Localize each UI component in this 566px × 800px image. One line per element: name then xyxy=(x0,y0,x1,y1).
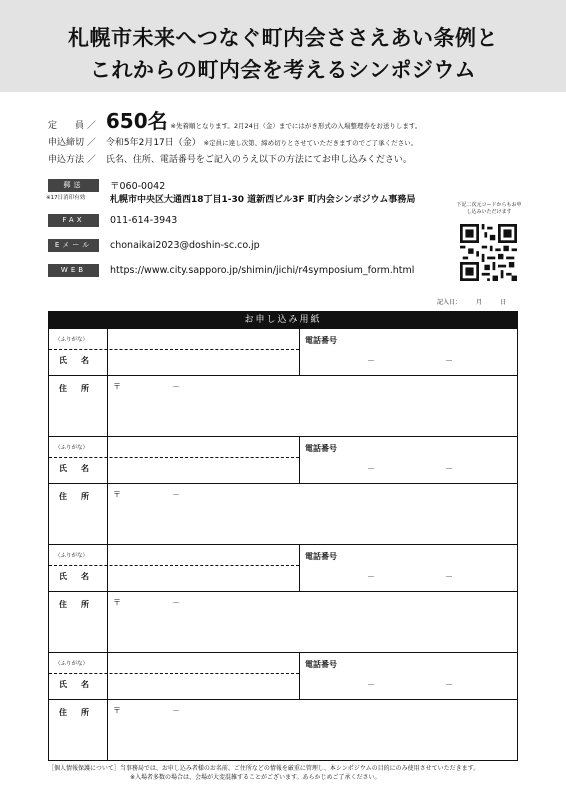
form-title: お申し込み用紙 xyxy=(49,312,517,328)
form-entry xyxy=(49,436,517,544)
form-entry xyxy=(49,652,517,760)
name-label: 氏名 xyxy=(59,356,103,365)
method-row xyxy=(48,152,412,165)
postal-mark: 〒 xyxy=(113,706,121,715)
privacy-line-1: ［個人情報保護について］当事務局では、お申し込み者様のお名前、ご住所などの情報を厳重に管理し、本シンポジウムの目的にのみ使用させていただきます。 xyxy=(48,765,480,772)
web-tag: WEB xyxy=(48,264,99,277)
privacy-footer xyxy=(48,764,528,782)
fax-tag: FAX xyxy=(48,214,99,227)
tel-dash: － xyxy=(367,464,375,473)
method-label: 申込方法 ／ xyxy=(48,155,96,165)
mail-postal: 〒060-0042 xyxy=(110,181,166,192)
address-label: 住所 xyxy=(59,384,103,393)
tel-label: 電話番号 xyxy=(305,444,337,453)
deadline-note: ※定員に達し次第、締め切りとさせていただきますのでご了承ください。 xyxy=(203,139,418,147)
furigana-label: （ふりがな） xyxy=(55,445,89,451)
postal-mark: 〒 xyxy=(113,490,121,499)
tel-dash: － xyxy=(445,356,453,365)
address-label: 住所 xyxy=(59,492,103,501)
tel-label: 電話番号 xyxy=(305,336,337,345)
tel-dash: － xyxy=(445,464,453,473)
tel-dash: － xyxy=(367,680,375,689)
fax-value: 011-614-3943 xyxy=(110,215,178,226)
method-value: 氏名、住所、電話番号をご記入のうえ以下の方法にてお申し込みください。 xyxy=(105,155,412,165)
postal-dash: － xyxy=(172,706,180,715)
title-line-2: これからの町内会を考えるシンポジウム xyxy=(89,58,477,82)
form-entry xyxy=(49,328,517,436)
mail-address: 札幌市中央区大通西18丁目1-30 道新西ビル3F 町内会シンポジウム事務局 xyxy=(110,195,416,205)
tel-dash: － xyxy=(445,572,453,581)
capacity-label: 定 員 ／ xyxy=(48,121,96,131)
capacity-note: ※先着順となります。2月24日（金）までにはがき形式の入場整理券をお送りします。 xyxy=(170,122,422,130)
email-tag: Eメール xyxy=(48,239,99,252)
name-label: 氏名 xyxy=(59,680,103,689)
deadline-label: 申込締切 ／ xyxy=(48,138,96,148)
postal-mark: 〒 xyxy=(113,598,121,607)
qr-note: 下記二次元コードからもお申し込みいただけます xyxy=(456,202,522,215)
furigana-label: （ふりがな） xyxy=(55,553,89,559)
form-entry xyxy=(49,544,517,652)
name-label: 氏名 xyxy=(59,464,103,473)
application-form xyxy=(48,311,518,761)
privacy-line-2: ※入場者多数の場合は、会場が大変混雑することがございます。あらかじめご了承ください。 xyxy=(130,774,381,781)
name-label: 氏名 xyxy=(59,572,103,581)
capacity-value: 650名 xyxy=(105,109,168,133)
address-label: 住所 xyxy=(59,708,103,717)
postal-dash: － xyxy=(172,598,180,607)
mail-tag: 郵送 xyxy=(48,179,99,192)
capacity-row xyxy=(48,105,421,134)
title-line-1: 札幌市未来へつなぐ町内会ささえあい条例と xyxy=(68,26,498,50)
tel-label: 電話番号 xyxy=(305,552,337,561)
deadline-row xyxy=(48,135,417,148)
tel-label: 電話番号 xyxy=(305,660,337,669)
postal-dash: － xyxy=(172,382,180,391)
deadline-value: 令和5年2月17日（金） xyxy=(105,138,201,148)
address-label: 住所 xyxy=(59,600,103,609)
tel-dash: － xyxy=(367,572,375,581)
qr-code-icon[interactable] xyxy=(460,224,517,281)
postal-mark: 〒 xyxy=(113,382,121,391)
email-value[interactable]: chonaikai2023@doshin-sc.co.jp xyxy=(110,240,260,251)
tel-dash: － xyxy=(367,356,375,365)
postal-dash: － xyxy=(172,490,180,499)
date-line: 記入日： 月 日 xyxy=(437,299,507,306)
mail-note: ※17日消印有効 xyxy=(46,195,86,201)
furigana-label: （ふりがな） xyxy=(55,661,89,667)
header-banner xyxy=(0,0,566,92)
furigana-label: （ふりがな） xyxy=(55,337,89,343)
web-value[interactable]: https://www.city.sapporo.jp/shimin/jichi/r4symposium_form.html xyxy=(110,265,415,276)
tel-dash: － xyxy=(445,680,453,689)
